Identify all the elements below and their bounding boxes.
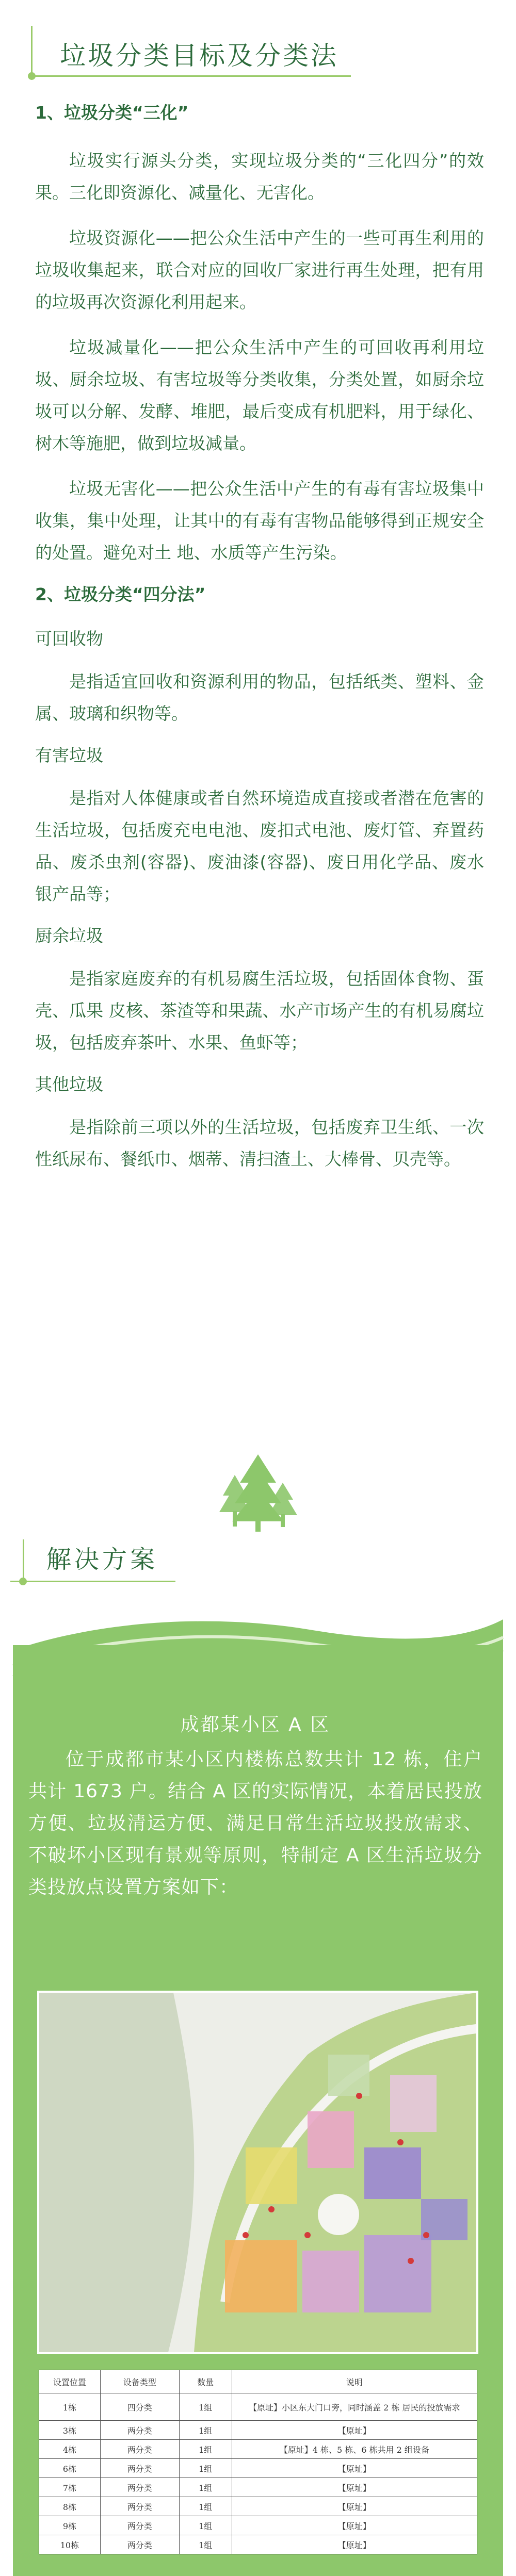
table-cell: 1组 bbox=[179, 2535, 232, 2554]
solution-title: 解决方案 bbox=[46, 1545, 158, 1574]
paragraph: 垃圾减量化——把公众生活中产生的可回收再利用垃圾、厨余垃圾、有害垃圾等分类收集，分类处置，如厨余垃圾可以分解、发酵、堆肥，最后变成有机肥料，用于绿化、树木等施肥，做到垃圾减量。 bbox=[35, 337, 484, 453]
table-cell: 1组 bbox=[179, 2393, 232, 2421]
table-cell: 9栋 bbox=[39, 2516, 101, 2535]
table-cell: 6栋 bbox=[39, 2459, 101, 2478]
category-text: 是指除前三项以外的生活垃圾，包括废弃卫生纸、一次性纸尿布、餐纸巾、烟蒂、清扫渣土、大棒骨、贝壳等。 bbox=[35, 1117, 484, 1169]
category-text: 是指适宜回收和资源利用的物品，包括纸类、塑料、金属、玻璃和织物等。 bbox=[35, 671, 484, 724]
solution-header-vertical-line bbox=[23, 1539, 24, 1583]
table-row bbox=[39, 2459, 477, 2478]
table-row bbox=[39, 2497, 477, 2516]
table-cell: 7栋 bbox=[39, 2478, 101, 2497]
table-row bbox=[39, 2440, 477, 2459]
category-name: 其他垃圾 bbox=[35, 1074, 103, 1094]
section1-heading: 1、垃圾分类“三化” bbox=[35, 103, 189, 123]
table-row bbox=[39, 2535, 477, 2554]
table-row bbox=[39, 2421, 477, 2440]
tree-icon bbox=[217, 1454, 299, 1532]
table-cell: 两分类 bbox=[100, 2421, 179, 2440]
header-dot-icon bbox=[28, 72, 36, 80]
table-cell: 1组 bbox=[179, 2497, 232, 2516]
category-name: 厨余垃圾 bbox=[35, 926, 103, 946]
allocation-table bbox=[39, 2370, 477, 2554]
table-cell: 两分类 bbox=[100, 2535, 179, 2554]
site-plan-image bbox=[37, 1991, 478, 2354]
table-cell: 【原址】小区东大门口旁，同时涵盖 2 栋 居民的投放需求 bbox=[232, 2393, 477, 2421]
category-text: 是指对人体健康或者自然环境造成直接或者潜在危害的生活垃圾，包括废充电电池、废扣式电池、废灯管、弃置药品、废杀虫剂(容器)、废油漆(容器)、废日用化学品、废水银产品等； bbox=[35, 788, 484, 904]
table-cell: 1组 bbox=[179, 2478, 232, 2497]
table-cell: 【原址】 bbox=[232, 2497, 477, 2516]
page-title: 垃圾分类目标及分类法 bbox=[60, 41, 338, 71]
section-header bbox=[31, 26, 351, 77]
table-cell: 两分类 bbox=[100, 2440, 179, 2459]
column-header: 说明 bbox=[232, 2370, 477, 2393]
table-cell: 两分类 bbox=[100, 2497, 179, 2516]
header-vertical-line bbox=[31, 26, 33, 77]
table-cell: 两分类 bbox=[100, 2516, 179, 2535]
table-header-row bbox=[39, 2370, 477, 2393]
place-name: 成都某小区 A 区 bbox=[180, 1714, 331, 1735]
column-header: 数量 bbox=[179, 2370, 232, 2393]
category-name: 有害垃圾 bbox=[35, 745, 103, 765]
solution-panel bbox=[0, 1609, 516, 2576]
table-cell: 【原址】4 栋、5 栋、6 栋共用 2 组设备 bbox=[232, 2440, 477, 2459]
category-name: 可回收物 bbox=[35, 629, 103, 649]
paragraph: 垃圾无害化——把公众生活中产生的有毒有害垃圾集中收集，集中处理，让其中的有毒有害物品能够得到正规安全的处置。避免对土 地、水质等产生污染。 bbox=[35, 479, 484, 563]
table-cell: 10栋 bbox=[39, 2535, 101, 2554]
table-cell: 3栋 bbox=[39, 2421, 101, 2440]
solution-header bbox=[10, 1539, 175, 1586]
table-cell: 【原址】 bbox=[232, 2459, 477, 2478]
solution-intro bbox=[28, 1710, 482, 1904]
table-cell: 1组 bbox=[179, 2459, 232, 2478]
solution-header-underline bbox=[10, 1581, 175, 1582]
table-cell: 8栋 bbox=[39, 2497, 101, 2516]
paragraph: 垃圾实行源头分类，实现垃圾分类的“三化四分”的效果。三化即资源化、减量化、无害化。 bbox=[35, 151, 484, 203]
category-text: 是指家庭废弃的有机易腐生活垃圾，包括固体食物、蛋壳、瓜果 皮核、茶渣等和果蔬、水产市场产生的有机易腐垃圾，包括废弃茶叶、水果、鱼虾等； bbox=[35, 969, 484, 1053]
section2-heading: 2、垃圾分类“四分法” bbox=[35, 584, 206, 604]
intro-paragraph: 位于成都市某小区内楼栋总数共计 12 栋，住户共计 1673 户。结合 A 区的实际情况，本着居民投放方便、垃圾清运方便、满足日常生活垃圾投放需求、 不破坏小区现有景观等原则，特制定 A 区生活垃圾分类投放点设置方案如下： bbox=[28, 1749, 482, 1898]
table-row bbox=[39, 2393, 477, 2421]
table-row bbox=[39, 2478, 477, 2497]
table-cell: 【原址】 bbox=[232, 2535, 477, 2554]
header-underline bbox=[31, 75, 351, 77]
table-cell: 【原址】 bbox=[232, 2516, 477, 2535]
table-cell: 1组 bbox=[179, 2421, 232, 2440]
table-cell: 【原址】 bbox=[232, 2478, 477, 2497]
table-cell: 四分类 bbox=[100, 2393, 179, 2421]
table-cell: 1组 bbox=[179, 2440, 232, 2459]
table-cell: 4栋 bbox=[39, 2440, 101, 2459]
column-header: 设置位置 bbox=[39, 2370, 101, 2393]
table-cell: 【原址】 bbox=[232, 2421, 477, 2440]
solution-header-dot-icon bbox=[19, 1578, 27, 1585]
table-cell: 1栋 bbox=[39, 2393, 101, 2421]
table-cell: 两分类 bbox=[100, 2478, 179, 2497]
paragraph: 垃圾资源化——把公众生活中产生的一些可再生利用的垃圾收集起来，联合对应的回收厂家进行再生处理，把有用的垃圾再次资源化利用起来。 bbox=[35, 228, 484, 312]
table-cell: 两分类 bbox=[100, 2459, 179, 2478]
column-header: 设备类型 bbox=[100, 2370, 179, 2393]
table-row bbox=[39, 2516, 477, 2535]
table-cell: 1组 bbox=[179, 2516, 232, 2535]
main-content bbox=[35, 101, 484, 1189]
